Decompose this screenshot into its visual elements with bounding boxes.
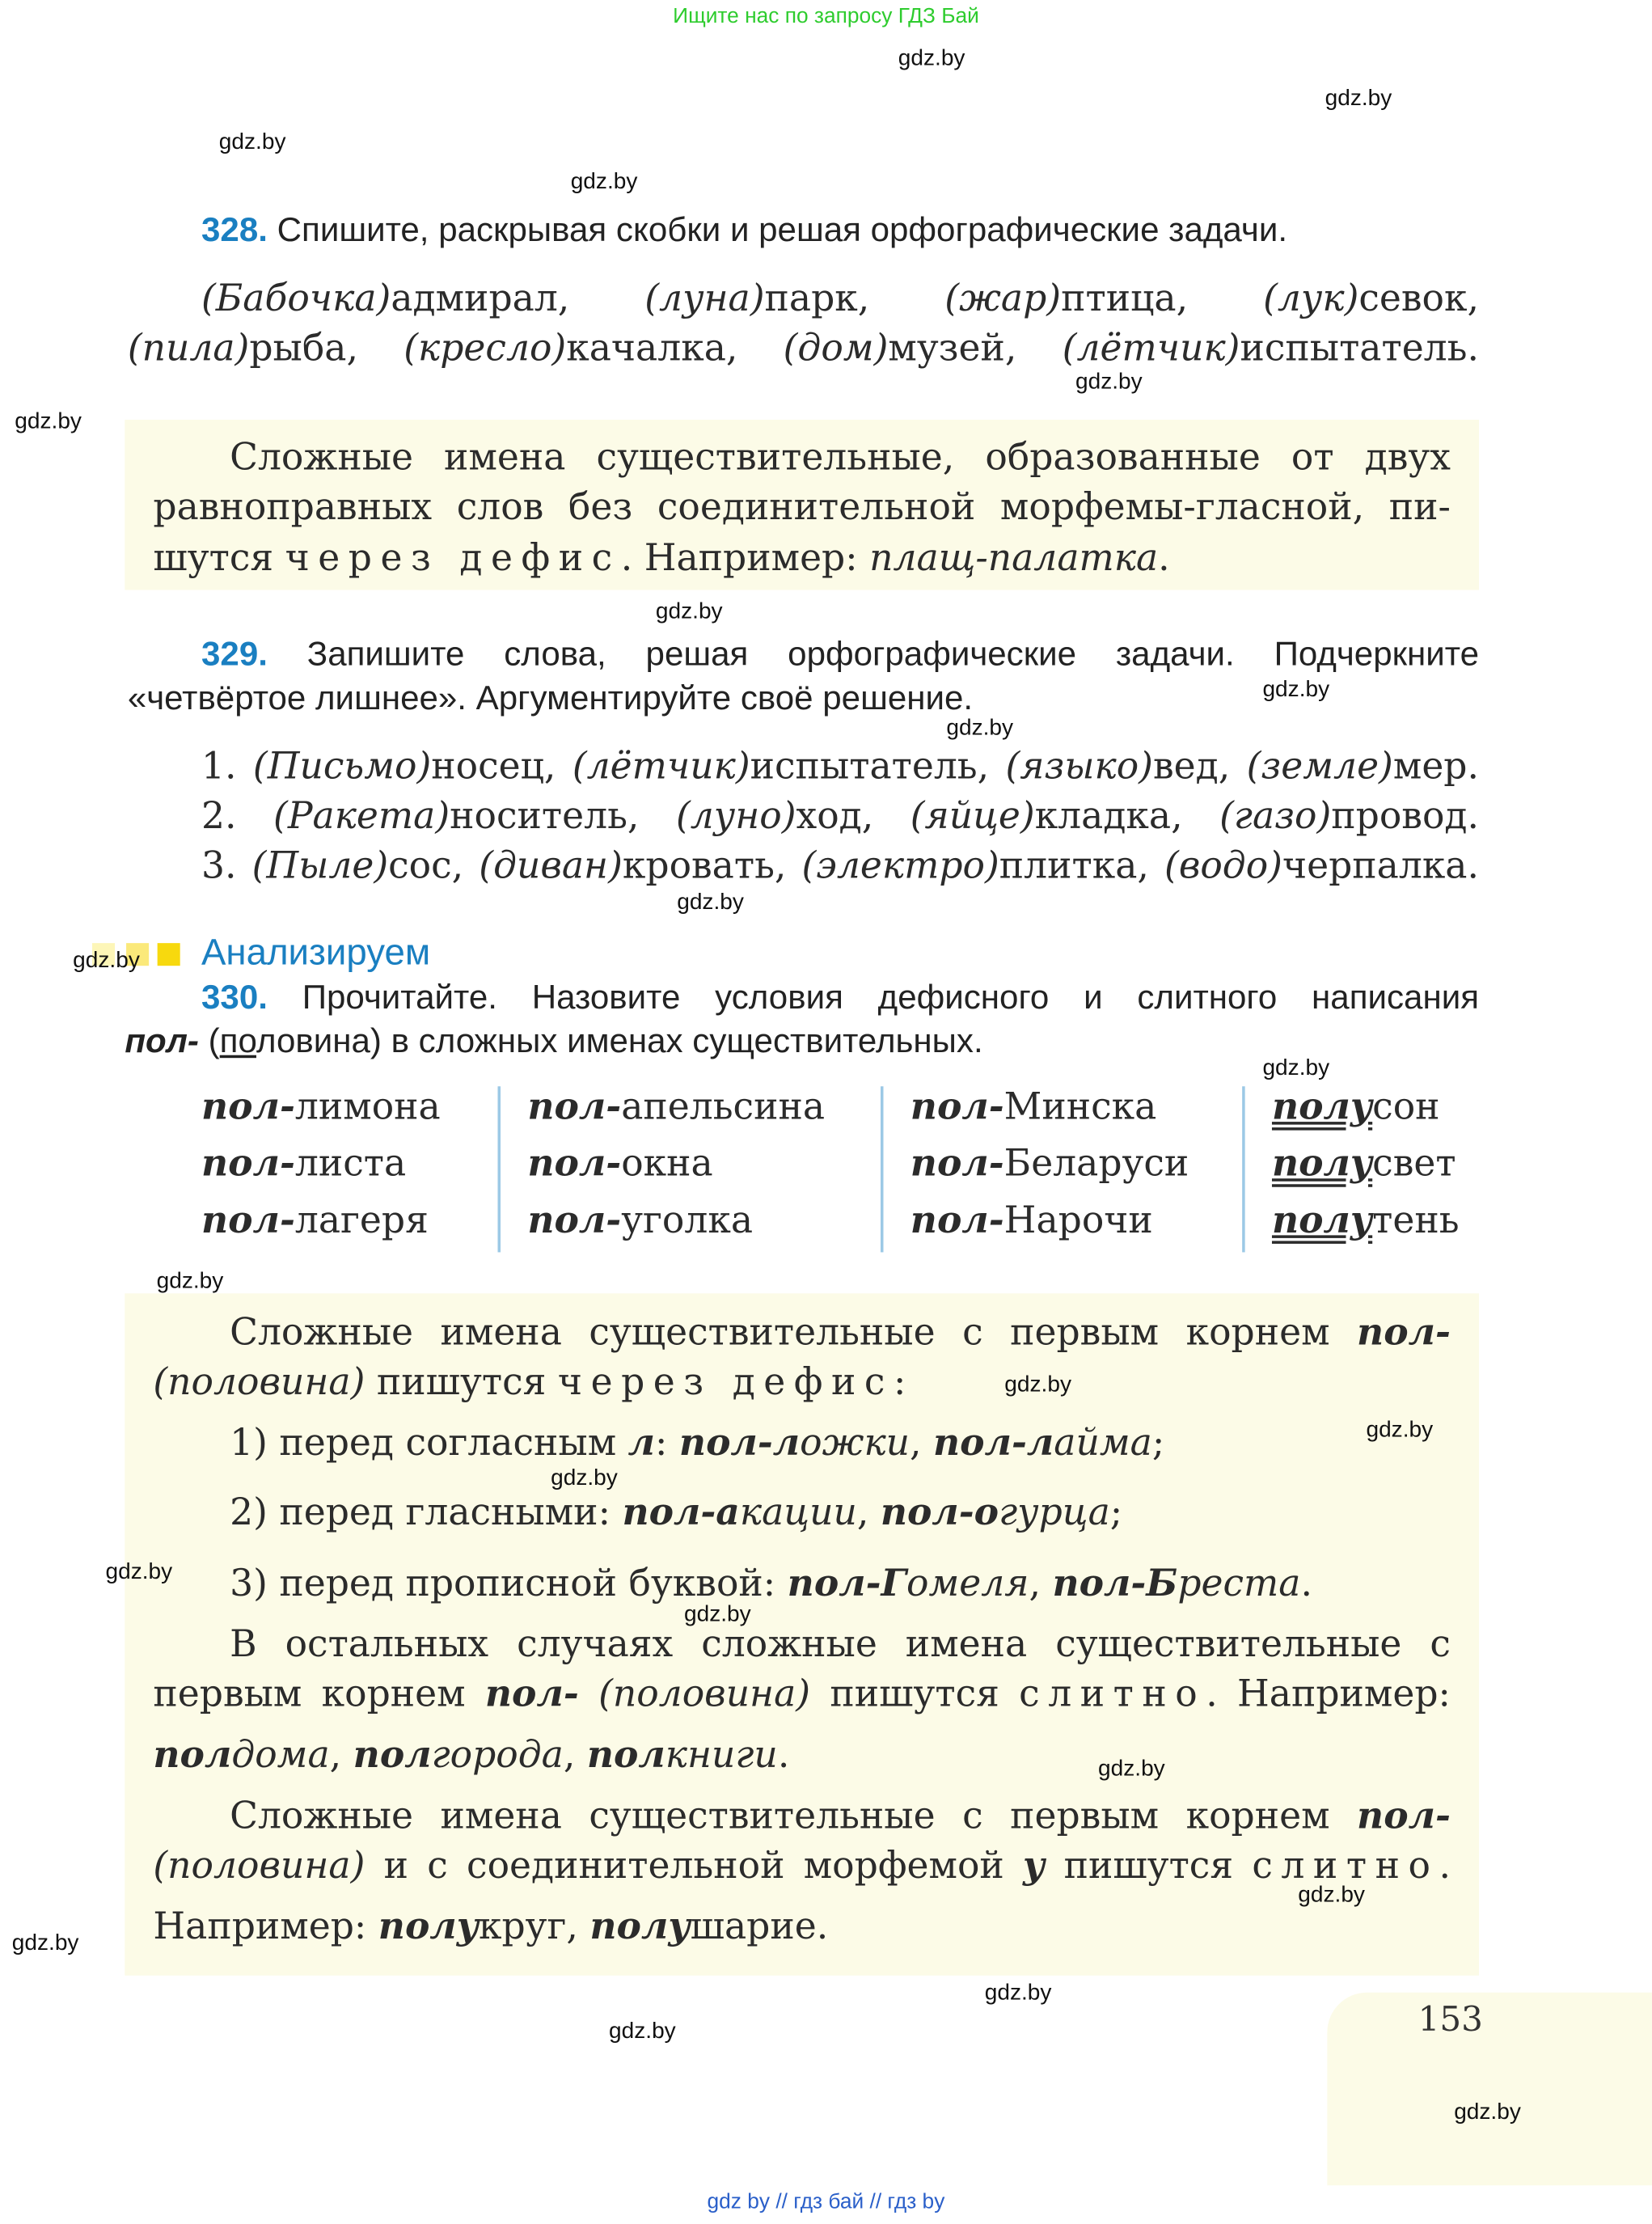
- text-segment: айма: [1054, 1422, 1152, 1465]
- rule-line: [230, 1793, 1451, 1841]
- text-segment: пол: [586, 1734, 665, 1778]
- text-segment: .: [777, 1734, 790, 1778]
- text-segment: ,: [329, 1734, 353, 1778]
- text-segment: (половина): [598, 1673, 811, 1716]
- text-segment: 1) перед согласным: [230, 1422, 628, 1465]
- text-segment: пол-л: [933, 1422, 1054, 1465]
- rule-line: [153, 1731, 789, 1780]
- table-cell: [527, 1140, 712, 1189]
- rule-line: [153, 1903, 828, 1951]
- text-segment: (лётчик): [572, 746, 750, 789]
- exercise-line: [128, 325, 1479, 374]
- rule-line: [153, 484, 1451, 532]
- text-segment: 3.: [201, 845, 252, 888]
- task-329: [201, 631, 1479, 679]
- watermark: gdz.by: [218, 130, 286, 155]
- text-segment: .: [1158, 537, 1170, 581]
- text-segment: пол-Г: [787, 1562, 907, 1606]
- watermark: gdz.by: [683, 1602, 751, 1627]
- table-cell: [1272, 1197, 1460, 1245]
- text-segment: шарие.: [690, 1905, 829, 1949]
- prefix: пол-: [201, 1143, 295, 1186]
- text-segment: первым корнем: [153, 1673, 485, 1716]
- table-cell: [201, 1084, 441, 1132]
- task-text: Спишите, раскрывая скобки и решая орфографические задачи.: [277, 211, 1288, 250]
- exercise-line: [201, 275, 1479, 323]
- footer-links[interactable]: gdz by // гдз бай // гдз by: [707, 2189, 945, 2214]
- text-segment: (Письмо): [252, 746, 432, 789]
- word-rest: Беларуси: [1003, 1143, 1189, 1186]
- text-segment: кровать,: [622, 845, 802, 888]
- text-segment: (: [198, 1022, 220, 1061]
- text-segment: пол-: [1357, 1795, 1451, 1838]
- text-segment: (земле): [1246, 746, 1393, 789]
- table-cell: [1272, 1084, 1440, 1132]
- watermark: gdz.by: [1298, 1883, 1365, 1908]
- watermark: gdz.by: [984, 1981, 1052, 2006]
- text-segment: 1.: [201, 746, 253, 789]
- text-segment: вед,: [1152, 746, 1247, 789]
- text-segment: ,: [563, 1734, 587, 1778]
- text-segment: В остальных случаях сложные имена существительные с: [230, 1623, 1451, 1667]
- watermark: gdz.by: [1262, 1056, 1330, 1081]
- text-segment: пол-: [125, 1022, 199, 1061]
- word-rest: уголка: [621, 1199, 754, 1243]
- table-cell: [911, 1197, 1153, 1245]
- watermark: gdz.by: [946, 716, 1014, 741]
- text-segment: испытатель.: [1240, 328, 1479, 370]
- table-cell: [201, 1197, 429, 1245]
- text-segment: (языко): [1005, 746, 1153, 789]
- text-segment: (лук): [1263, 277, 1359, 321]
- prefix: полу: [1271, 1199, 1373, 1243]
- text-segment: ,: [1029, 1562, 1053, 1606]
- text-segment: (яйце): [910, 795, 1035, 839]
- list-item: [201, 843, 1479, 891]
- text-segment: Сложные имена существительные с первым корнем: [230, 1312, 1358, 1355]
- table-cell: [527, 1084, 825, 1132]
- word-rest: лагеря: [294, 1199, 429, 1243]
- page-number-box: [1327, 1993, 1652, 2185]
- text-segment: ловина) в сложных именах существительных.: [256, 1022, 983, 1061]
- text-segment: черпалка.: [1282, 845, 1480, 888]
- text-segment: слитно: [1019, 1673, 1206, 1716]
- watermark: gdz.by: [1366, 1418, 1434, 1443]
- word-rest: листа: [294, 1143, 407, 1186]
- text-segment: (половина): [153, 1845, 365, 1888]
- text-segment: (пила): [127, 328, 250, 370]
- prefix: пол-: [201, 1086, 295, 1129]
- watermark: gdz.by: [1004, 1372, 1071, 1397]
- text-segment: :: [655, 1422, 679, 1465]
- word-rest: Минска: [1003, 1086, 1157, 1129]
- text-segment: .: [1439, 1845, 1451, 1888]
- text-segment: пол: [153, 1734, 232, 1778]
- text-segment: по: [219, 1022, 256, 1061]
- text-segment: ;: [1151, 1422, 1165, 1465]
- column-divider: [881, 1086, 884, 1252]
- rule-line: [153, 1842, 1451, 1891]
- text-segment: 2.: [201, 795, 274, 839]
- word-rest: лимона: [294, 1086, 441, 1129]
- text-segment: (луна): [644, 277, 765, 321]
- text-segment: (дом): [783, 328, 889, 370]
- watermark: gdz.by: [898, 46, 965, 71]
- text-segment: ,: [910, 1422, 934, 1465]
- text-segment: (электро): [801, 845, 999, 888]
- text-segment: .: [1300, 1562, 1312, 1606]
- text-segment: (Пыле): [251, 845, 389, 888]
- watermark: gdz.by: [551, 1466, 618, 1491]
- watermark: gdz.by: [1262, 678, 1330, 703]
- table-cell: [1272, 1140, 1456, 1189]
- text-segment: пишутся: [365, 1361, 558, 1405]
- text-segment: птица,: [1061, 277, 1264, 321]
- watermark: gdz.by: [677, 890, 744, 915]
- task-number: 328.: [201, 211, 268, 250]
- watermark: gdz.by: [1098, 1757, 1165, 1782]
- text-segment: реста: [1177, 1562, 1301, 1606]
- text-segment: (жар): [944, 277, 1062, 321]
- text-segment: полу: [589, 1905, 691, 1949]
- text-segment: равноправных слов без соединительной морфемы-гласной, пи-: [153, 486, 1451, 530]
- text-segment: провод.: [1331, 795, 1479, 839]
- text-segment: пишутся: [810, 1673, 1020, 1716]
- text-segment: (водо): [1164, 845, 1282, 888]
- text-segment: Например:: [153, 1905, 378, 1949]
- text-segment: носец,: [431, 746, 572, 789]
- text-segment: качалка,: [566, 328, 784, 370]
- watermark: gdz.by: [1454, 2100, 1521, 2125]
- text-segment: через дефис: [285, 537, 621, 581]
- column-divider: [498, 1086, 501, 1252]
- text-segment: ,: [856, 1491, 881, 1535]
- page-number: 153: [1418, 1999, 1483, 2040]
- watermark: gdz.by: [1325, 86, 1392, 111]
- text-segment: пишутся: [1045, 1845, 1253, 1888]
- rule-line: [230, 434, 1451, 483]
- text-segment: 2) перед гласными:: [230, 1491, 623, 1535]
- text-segment: плащ-палатка: [869, 537, 1159, 581]
- prefix: пол-: [527, 1086, 622, 1129]
- text-segment: у: [1023, 1845, 1046, 1888]
- rule-line: [230, 1489, 1122, 1537]
- text-segment: (Бабочка): [201, 277, 391, 321]
- text-segment: (половина): [153, 1361, 365, 1405]
- text-segment: и с соединительной морфемой: [365, 1845, 1024, 1888]
- section-square-3: [158, 943, 180, 966]
- text-segment: рыба,: [249, 328, 404, 370]
- text-segment: гурца: [999, 1491, 1110, 1535]
- text-segment: испытатель,: [750, 746, 1006, 789]
- task-text: Запишите слова, решая орфографические задачи. Подчеркните: [306, 635, 1480, 674]
- watermark: gdz.by: [609, 2019, 676, 2044]
- rule-line: [153, 535, 1169, 583]
- text-segment: ожки: [800, 1422, 911, 1465]
- text-segment: (газо): [1219, 795, 1332, 839]
- text-segment: пол-: [1357, 1312, 1451, 1355]
- text-segment: мер.: [1392, 746, 1480, 789]
- text-segment: ;: [1109, 1491, 1123, 1535]
- text-segment: города: [431, 1734, 564, 1778]
- task-number: 329.: [201, 635, 268, 674]
- text-segment: омеля: [906, 1562, 1029, 1606]
- text-segment: [579, 1673, 598, 1716]
- task-329-line2: «четвёртое лишнее». Аргументируйте своё решение.: [127, 679, 974, 718]
- text-segment: пол: [353, 1734, 432, 1778]
- text-segment: . Например:: [1206, 1673, 1451, 1716]
- word-rest: апельсина: [621, 1086, 826, 1129]
- word-rest: тень: [1372, 1199, 1460, 1243]
- text-segment: севок,: [1358, 277, 1480, 321]
- prefix: пол-: [910, 1086, 1004, 1129]
- text-segment: ход,: [796, 795, 911, 839]
- word-rest: сон: [1372, 1086, 1440, 1129]
- text-segment: (лётчик): [1062, 328, 1240, 370]
- prefix: полу: [1271, 1143, 1373, 1186]
- watermark: gdz.by: [105, 1559, 173, 1584]
- text-segment: . Например:: [620, 537, 870, 581]
- text-segment: пол-Б: [1052, 1562, 1178, 1606]
- list-item: [201, 743, 1479, 792]
- text-segment: пол-л: [678, 1422, 801, 1465]
- prefix: пол-: [910, 1143, 1004, 1186]
- word-rest: окна: [621, 1143, 713, 1186]
- watermark: gdz.by: [655, 599, 723, 624]
- table-cell: [911, 1084, 1157, 1132]
- rule-line: [230, 1560, 1312, 1609]
- rule-line: [230, 1419, 1164, 1468]
- prefix: пол-: [527, 1199, 622, 1243]
- list-item: [201, 793, 1479, 841]
- table-cell: [911, 1140, 1189, 1189]
- table-cell: [201, 1140, 406, 1189]
- rule-line: [230, 1621, 1451, 1669]
- text-segment: полу: [378, 1905, 480, 1949]
- text-segment: (кресло): [403, 328, 567, 370]
- text-segment: л: [627, 1422, 656, 1465]
- column-divider: [1242, 1086, 1245, 1252]
- text-segment: кации: [739, 1491, 857, 1535]
- text-segment: плитка,: [999, 845, 1165, 888]
- prefix: пол-: [201, 1199, 295, 1243]
- text-segment: сос,: [388, 845, 480, 888]
- watermark: gdz.by: [15, 409, 82, 434]
- text-segment: пол-а: [622, 1491, 740, 1535]
- text-segment: шутся: [153, 537, 285, 581]
- word-rest: свет: [1372, 1143, 1456, 1186]
- table-cell: [527, 1197, 753, 1245]
- rule-line: [153, 1359, 906, 1407]
- section-title: Анализируем: [201, 930, 431, 973]
- task-330-line2: [125, 1018, 982, 1067]
- rule-line: [153, 1671, 1451, 1719]
- text-segment: Сложные имена существительные, образованные от двух: [230, 437, 1451, 480]
- search-hint: Ищите нас по запросу ГДЗ Бай: [673, 4, 979, 29]
- task-330: [201, 975, 1479, 1023]
- word-rest: Нарочи: [1003, 1199, 1153, 1243]
- text-segment: :: [893, 1361, 906, 1405]
- watermark: gdz.by: [570, 170, 638, 195]
- text-segment: парк,: [764, 277, 945, 321]
- text-segment: слитно: [1252, 1845, 1439, 1888]
- prefix: пол-: [527, 1143, 622, 1186]
- text-segment: книги: [665, 1734, 778, 1778]
- watermark: gdz.by: [156, 1269, 224, 1294]
- watermark: gdz.by: [73, 949, 140, 973]
- text-segment: пол-о: [880, 1491, 999, 1535]
- text-segment: дома: [231, 1734, 330, 1778]
- watermark: gdz.by: [11, 1931, 79, 1956]
- text-segment: 3) перед прописной буквой:: [230, 1562, 788, 1606]
- text-segment: адмирал,: [391, 277, 645, 321]
- text-segment: (диван): [479, 845, 623, 888]
- text-segment: (луно): [675, 795, 796, 839]
- text-segment: носитель,: [450, 795, 676, 839]
- prefix: полу: [1271, 1086, 1373, 1129]
- text-segment: круг,: [479, 1905, 590, 1949]
- text-segment: пол-: [484, 1673, 579, 1716]
- text-segment: через дефис: [557, 1361, 894, 1405]
- watermark: gdz.by: [1075, 370, 1143, 395]
- text-segment: музей,: [888, 328, 1063, 370]
- task-number: 330.: [201, 978, 268, 1017]
- text-segment: (Ракета): [273, 795, 450, 839]
- prefix: пол-: [910, 1199, 1004, 1243]
- task-328: [201, 207, 1287, 256]
- text-segment: кладка,: [1034, 795, 1220, 839]
- text-segment: Сложные имена существительные с первым корнем: [230, 1795, 1358, 1838]
- task-text: Прочитайте. Назовите условия дефисного и слитного написания: [302, 978, 1480, 1017]
- rule-line: [230, 1309, 1451, 1358]
